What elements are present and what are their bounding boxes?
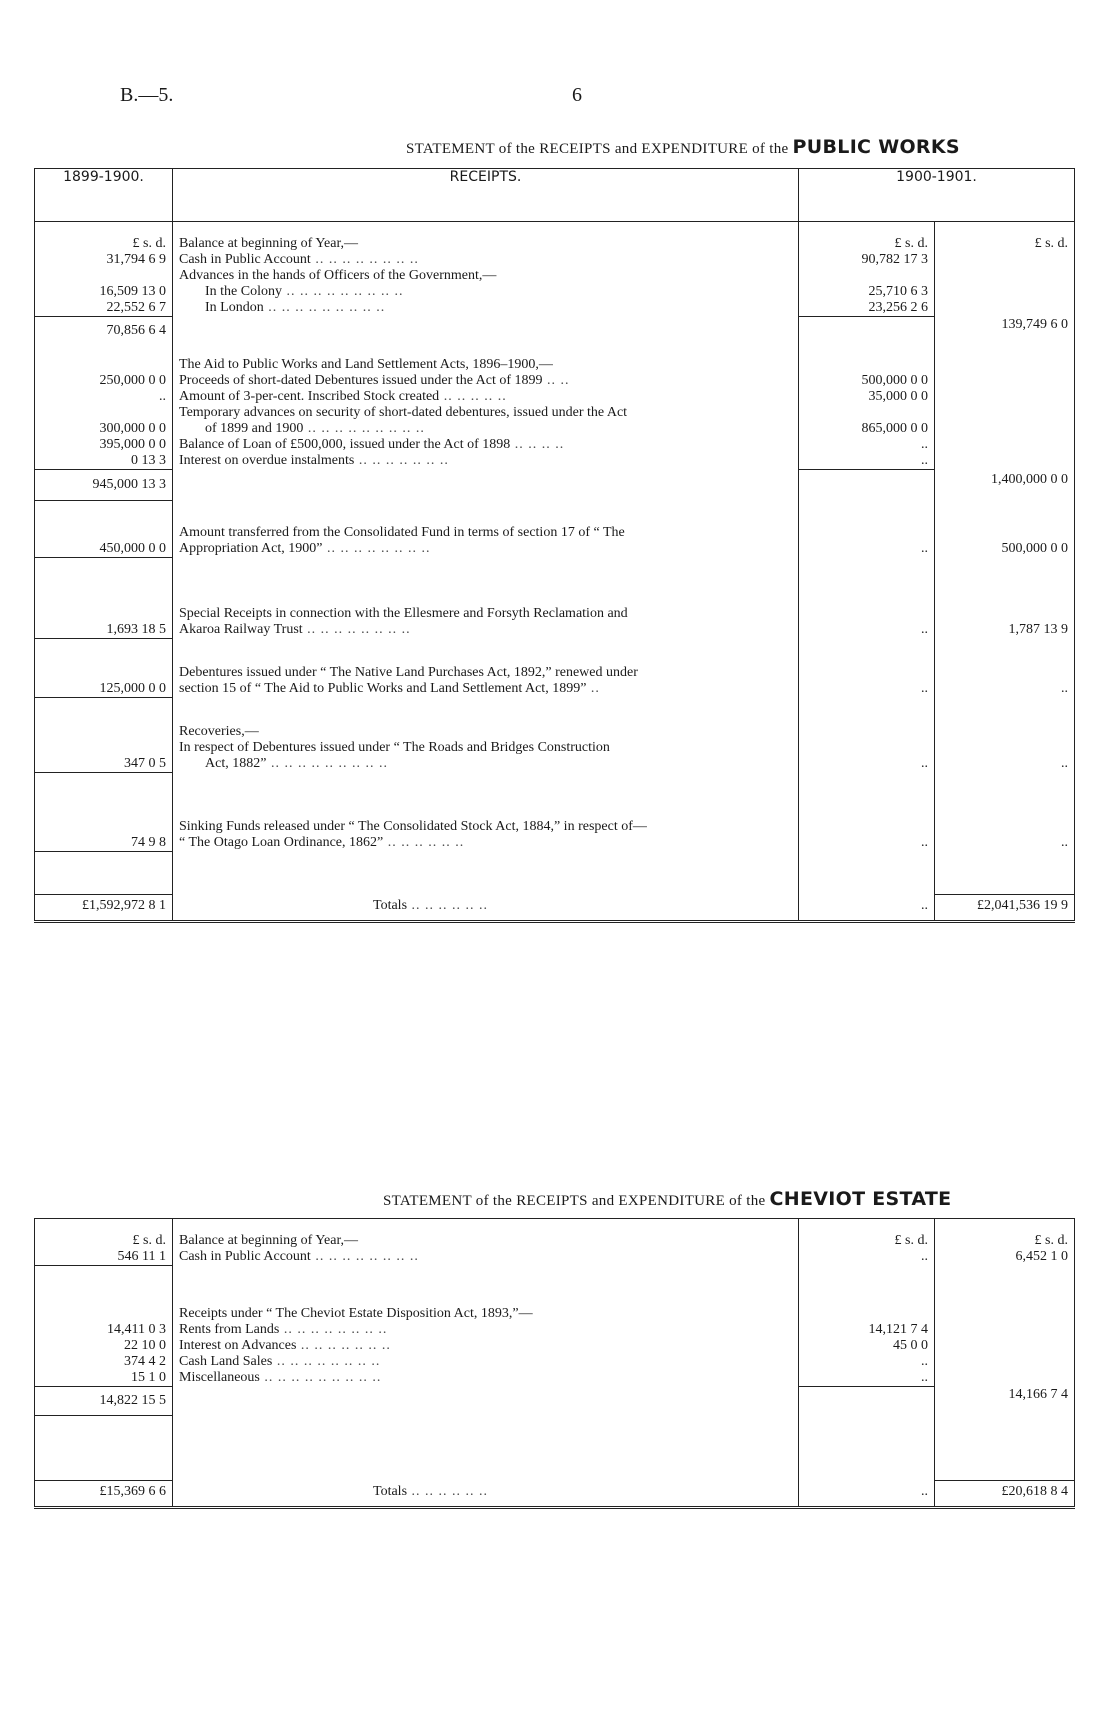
cheviot-cash-mid: ..	[799, 1249, 935, 1266]
recoveries-curr: ..	[935, 756, 1075, 773]
inscribed-curr: 35,000 0 0	[799, 389, 935, 405]
consolidated-prev: 450,000 0 0	[35, 541, 173, 558]
consolidated-mid: ..	[799, 541, 935, 558]
cheviot-cash-sales-label: Cash Land Sales	[179, 1354, 273, 1369]
cheviot-cash-curr: 6,452 1 0	[935, 1249, 1075, 1266]
consolidated-curr: 500,000 0 0	[935, 541, 1075, 558]
cheviot-totals-curr: £20,618 8 4	[935, 1481, 1075, 1508]
table-row	[35, 1219, 1075, 1234]
aid-heading: The Aid to Public Works and Land Settlement Acts, 1896–1900,—	[173, 357, 799, 373]
cheviot-receipts-total-prev: 14,822 15 5	[35, 1387, 173, 1416]
cheviot-totals-prev: £15,369 6 6	[35, 1481, 173, 1508]
cheviot-title-bold: CHEVIOT ESTATE	[769, 1188, 952, 1210]
table-row	[35, 357, 1075, 373]
table-row	[35, 698, 1075, 725]
cheviot-totals-row: £15,369 6 6 Totals .. .. .. .. .. .. .. £20,618 8 4	[35, 1481, 1075, 1508]
recoveries-mid: ..	[799, 756, 935, 773]
table-row	[35, 665, 1075, 681]
table-row	[35, 222, 1075, 237]
cheviot-misc-prev: 15 1 0	[35, 1370, 173, 1387]
london-prev: 22,552 6 7	[35, 300, 173, 317]
units-prev: £ s. d.	[35, 236, 173, 252]
proceeds-label: Proceeds of short-dated Debentures issued under the Act of 1899	[179, 373, 543, 388]
table-row: 0 13 3 Interest on overdue instalments .. .. .. .. .. .. .. ..	[35, 453, 1075, 470]
cheviot-totals-label: Totals	[373, 1483, 408, 1499]
loan-prev: 395,000 0 0	[35, 437, 173, 453]
aid-total-prev: 945,000 13 3	[35, 470, 173, 501]
units-curr: £ s. d.	[935, 236, 1075, 252]
cheviot-cash-prev: 546 11 1	[35, 1249, 173, 1266]
table-row: .. Amount of 3-per-cent. Inscribed Stock created .. .. .. .. .. 35,000 0 0	[35, 389, 1075, 405]
table-row: 347 0 5 Act, 1882” .. .. .. .. .. .. .. .. .. .. ..	[35, 756, 1075, 773]
loan-curr: ..	[799, 437, 935, 453]
table-row: 450,000 0 0 Appropriation Act, 1900” .. .. .. .. .. .. .. .. .. 500,000 0 0	[35, 541, 1075, 558]
colony-prev: 16,509 13 0	[35, 284, 173, 300]
cheviot-title-prefix: STATEMENT of the RECEIPTS and EXPENDITURE of the	[383, 1193, 766, 1209]
table-row	[35, 501, 1075, 526]
cheviot-rents-curr: 14,121 7 4	[799, 1322, 935, 1338]
table-row	[35, 1306, 1075, 1322]
table-row	[35, 317, 1075, 346]
temporary-label-1: Temporary advances on security of short-dated debentures, issued under the Act	[173, 405, 799, 421]
cheviot-receipts-table	[34, 1218, 1075, 1509]
native-curr: ..	[935, 681, 1075, 698]
consolidated-label-2: Appropriation Act, 1900”	[179, 541, 323, 556]
balance-total-curr: 139,749 6 0	[935, 317, 1075, 346]
table-row: 22,552 6 7 In London .. .. .. .. .. .. .. .. .. 23,256 2 6	[35, 300, 1075, 317]
temporary-curr: 865,000 0 0	[799, 421, 935, 437]
cheviot-units-mid: £ s. d.	[799, 1233, 935, 1249]
table-row	[35, 268, 1075, 284]
table-row: 74 9 8 “ The Otago Loan Ordinance, 1862” .. .. .. .. .. .. .. ..	[35, 835, 1075, 852]
table-row: 1,693 18 5 Akaroa Railway Trust .. .. .. .. .. .. .. .. .. 1,787 13 9	[35, 622, 1075, 639]
table-row	[35, 606, 1075, 622]
recoveries-prev: 347 0 5	[35, 756, 173, 773]
table-row	[35, 724, 1075, 740]
totals-curr: £2,041,536 19 9	[935, 895, 1075, 922]
cheviot-title	[383, 1188, 951, 1210]
sinking-mid: ..	[799, 835, 935, 852]
balance-total-prev: 70,856 6 4	[35, 317, 173, 346]
colony-curr: 25,710 6 3	[799, 284, 935, 300]
table-row	[35, 852, 1075, 895]
loan-label: Balance of Loan of £500,000, issued under the Act of 1898	[179, 437, 511, 452]
aid-total-curr: 1,400,000 0 0	[935, 470, 1075, 501]
table-row	[35, 470, 1075, 501]
interest-label: Interest on overdue instalments	[179, 453, 355, 468]
units-row	[35, 236, 1075, 252]
native-label-2: section 15 of “ The Aid to Public Works and Land Settlement Act, 1899”	[179, 681, 587, 696]
table-row	[35, 773, 1075, 820]
consolidated-label-1: Amount transferred from the Consolidated Fund in terms of section 17 of “ The	[173, 525, 799, 541]
cash-curr: 90,782 17 3	[799, 252, 935, 268]
inscribed-label: Amount of 3-per-cent. Inscribed Stock created	[179, 389, 440, 404]
table-row	[35, 1387, 1075, 1416]
page-number: 6	[572, 84, 582, 106]
units-row	[35, 1233, 1075, 1249]
cheviot-units-prev: £ s. d.	[35, 1233, 173, 1249]
temporary-prev: 300,000 0 0	[35, 421, 173, 437]
table-row: 395,000 0 0 Balance of Loan of £500,000, issued under the Act of 1898 .. .. .. .. ..	[35, 437, 1075, 453]
totals-mid: ..	[799, 895, 935, 922]
totals-row: £1,592,972 8 1 Totals .. .. .. .. .. .. .. £2,041,536 19 9	[35, 895, 1075, 922]
temporary-label-2: of 1899 and 1900	[205, 421, 304, 436]
special-curr: 1,787 13 9	[935, 622, 1075, 639]
document-reference: B.—5.	[120, 84, 174, 106]
table-row	[35, 639, 1075, 666]
table-row: 14,411 0 3 Rents from Lands .. .. .. .. .. .. .. .. 14,121 7 4	[35, 1322, 1075, 1338]
cheviot-interest-label: Interest on Advances	[179, 1338, 297, 1353]
cheviot-rents-label: Rents from Lands	[179, 1322, 280, 1337]
table-row: 546 11 1 Cash in Public Account .. .. .. .. .. .. .. .. .. 6,452 1 0	[35, 1249, 1075, 1266]
recoveries-heading: Recoveries,—	[173, 724, 799, 740]
cash-prev: 31,794 6 9	[35, 252, 173, 268]
table-row: 31,794 6 9 Cash in Public Account .. .. .. .. .. .. .. .. 90,782 17 3	[35, 252, 1075, 268]
balance-heading: Balance at beginning of Year,—	[173, 236, 799, 252]
sinking-label-2: “ The Otago Loan Ordinance, 1862”	[179, 835, 384, 850]
cheviot-cash-label: Cash in Public Account	[179, 1249, 311, 1264]
totals-label: Totals	[373, 897, 408, 913]
native-prev: 125,000 0 0	[35, 681, 173, 698]
table-row	[35, 740, 1075, 756]
interest-prev: 0 13 3	[35, 453, 173, 470]
recoveries-label-2: Act, 1882”	[205, 756, 267, 771]
sinking-label-1: Sinking Funds released under “ The Consolidated Stock Act, 1884,” in respect of—	[173, 819, 799, 835]
table-row: 125,000 0 0 section 15 of “ The Aid to Public Works and Land Settlement Act, 1899” .. .. ..	[35, 681, 1075, 698]
cheviot-interest-curr: 45 0 0	[799, 1338, 935, 1354]
table-row	[35, 1416, 1075, 1481]
proceeds-prev: 250,000 0 0	[35, 373, 173, 389]
special-prev: 1,693 18 5	[35, 622, 173, 639]
native-label-1: Debentures issued under “ The Native Land Purchases Act, 1892,” renewed under	[173, 665, 799, 681]
native-mid: ..	[799, 681, 935, 698]
cheviot-balance-heading: Balance at beginning of Year,—	[173, 1233, 799, 1249]
cheviot-rents-prev: 14,411 0 3	[35, 1322, 173, 1338]
inscribed-prev: ..	[35, 389, 173, 405]
recoveries-label-1: In respect of Debentures issued under “ The Roads and Bridges Construction	[173, 740, 799, 756]
special-label-2: Akaroa Railway Trust	[179, 622, 303, 637]
interest-curr: ..	[799, 453, 935, 470]
table-row: 22 10 0 Interest on Advances .. .. .. .. .. .. .. 45 0 0	[35, 1338, 1075, 1354]
table-header-row	[35, 169, 1075, 222]
cheviot-receipts-total-curr: 14,166 7 4	[935, 1387, 1075, 1416]
cash-label: Cash in Public Account	[179, 252, 311, 267]
cheviot-misc-label: Miscellaneous	[179, 1370, 260, 1385]
public-works-title-prefix: STATEMENT of the RECEIPTS and EXPENDITURE of the	[406, 141, 789, 157]
special-mid: ..	[799, 622, 935, 639]
table-row: 250,000 0 0 Proceeds of short-dated Debentures issued under the Act of 1899 .. .. 500,000 0 0	[35, 373, 1075, 389]
cheviot-units-curr: £ s. d.	[935, 1233, 1075, 1249]
colony-label: In the Colony	[205, 284, 282, 299]
table-row: 15 1 0 Miscellaneous .. .. .. .. .. .. .. .. .. ..	[35, 1370, 1075, 1387]
london-curr: 23,256 2 6	[799, 300, 935, 317]
public-works-title-bold: PUBLIC WORKS	[792, 136, 960, 158]
public-works-title	[406, 136, 960, 158]
table-row: 16,509 13 0 In the Colony .. .. .. .. .. .. .. .. .. 25,710 6 3	[35, 284, 1075, 300]
table-row	[35, 1266, 1075, 1307]
proceeds-curr: 500,000 0 0	[799, 373, 935, 389]
totals-prev: £1,592,972 8 1	[35, 895, 173, 922]
header-receipts: RECEIPTS.	[173, 169, 799, 222]
advances-label: Advances in the hands of Officers of the Government,—	[173, 268, 799, 284]
table-row	[35, 819, 1075, 835]
cheviot-cash-sales-prev: 374 4 2	[35, 1354, 173, 1370]
special-label-1: Special Receipts in connection with the Ellesmere and Forsyth Reclamation and	[173, 606, 799, 622]
table-row	[35, 525, 1075, 541]
cheviot-totals-mid: ..	[799, 1481, 935, 1508]
table-row: 300,000 0 0 of 1899 and 1900 .. .. .. .. .. .. .. .. .. 865,000 0 0	[35, 421, 1075, 437]
table-row	[35, 345, 1075, 357]
sinking-prev: 74 9 8	[35, 835, 173, 852]
units-mid: £ s. d.	[799, 236, 935, 252]
sinking-curr: ..	[935, 835, 1075, 852]
cheviot-cash-sales-curr: ..	[799, 1354, 935, 1370]
table-row	[35, 558, 1075, 607]
london-label: In London	[205, 300, 264, 315]
cheviot-misc-curr: ..	[799, 1370, 935, 1387]
header-1900-1901: 1900-1901.	[799, 169, 1075, 222]
cheviot-interest-prev: 22 10 0	[35, 1338, 173, 1354]
header-1899-1900: 1899-1900.	[35, 169, 173, 222]
cheviot-receipts-heading: Receipts under “ The Cheviot Estate Disposition Act, 1893,”—	[173, 1306, 799, 1322]
public-works-receipts-table	[34, 168, 1075, 923]
table-row	[35, 405, 1075, 421]
table-row: 374 4 2 Cash Land Sales .. .. .. .. .. .. .. .. ..	[35, 1354, 1075, 1370]
